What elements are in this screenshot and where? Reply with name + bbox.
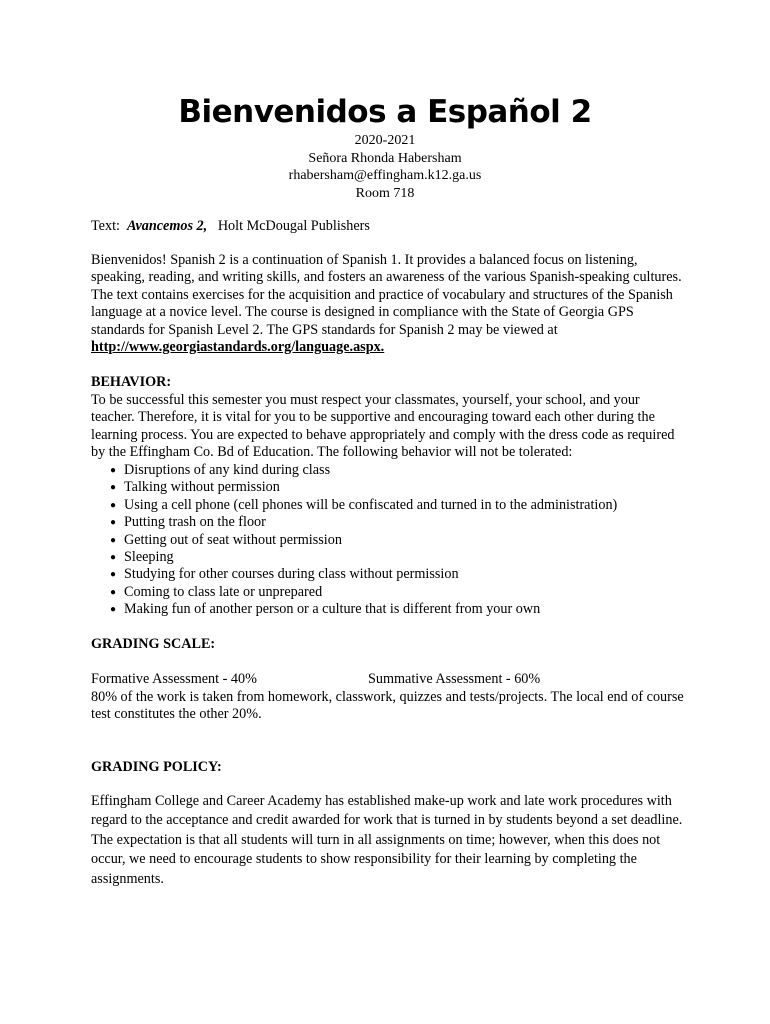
bullet-icon: ● <box>110 517 117 529</box>
grading-policy-paragraph: Effingham College and Career Academy has established make-up work and late work procedures with regard to the acceptance and credit awarded for work that is turned in by students beyond a set deadline. The expectation is that all students will turn in all assignments on time; however, when this does not occur, we need to encourage students to show responsibility for their learning by completing the assignments. <box>91 793 683 887</box>
behavior-heading: BEHAVIOR: <box>91 374 172 390</box>
textbook-publisher: Holt McDougal Publishers <box>217 218 370 234</box>
grading-scale-heading: GRADING SCALE: <box>91 636 216 652</box>
teacher-name: Señora Rhonda Habersham <box>308 150 462 166</box>
course-header <box>0 132 770 202</box>
list-item: ● Talking without permission <box>110 479 280 496</box>
teacher-email: rhabersham@effingham.k12.ga.us <box>288 168 482 183</box>
list-item: ● Making fun of another person or a culture that is different from your own <box>110 601 541 618</box>
grading-policy-heading: GRADING POLICY: <box>91 759 222 775</box>
list-item: ● Using a cell phone (cell phones will be confiscated and turned in to the administration) <box>110 496 618 513</box>
list-item: ● Getting out of seat without permission <box>110 531 342 548</box>
bullet-icon: ● <box>110 586 117 598</box>
list-item: ● Studying for other courses during class without permission <box>110 566 459 583</box>
intro-paragraph <box>91 252 686 356</box>
bullet-icon: ● <box>110 569 117 581</box>
summative-assessment: Summative Assessment - 60% <box>368 671 541 687</box>
textbook-line <box>91 218 370 235</box>
bullet-icon: ● <box>110 465 117 476</box>
list-item: ● Coming to class late or unprepared <box>110 583 323 600</box>
standards-link[interactable]: http://www.georgiastandards.org/language.aspx. <box>91 339 385 356</box>
room-number: Room 718 <box>355 185 415 201</box>
bullet-icon: ● <box>110 551 117 563</box>
list-item: ● Disruptions of any kind during class <box>110 462 331 478</box>
page-title: Bienvenidos a Español 2 <box>178 94 592 130</box>
behavior-paragraph: To be successful this semester you must respect your classmates, yourself, your school, and your teacher. Therefore, it is vital for you to be supportive and encouraging toward each other during the learning process. You are expected to behave appropriately and comply with the dress code as required by the Effingham Co. Bd of Education. The following behavior will not be tolerated: <box>91 392 675 461</box>
list-item: ● Putting trash on the floor <box>110 514 266 531</box>
bullet-icon: ● <box>110 482 117 494</box>
textbook-title: Avancemos 2, <box>127 218 208 234</box>
bullet-icon: ● <box>110 604 117 616</box>
intro-text: Bienvenidos! Spanish 2 is a continuation of Spanish 1. It provides a balanced focus on listening, speaking, reading, and writing skills, and fosters an awareness of the various Spanish-speaking cultures. The text contains exercises for the acquisition and practice of vocabulary and structures of the Spanish language at a novice level. The course is designed in compliance with the State of Georgia GPS standards for Spanish Level 2. The GPS standards for Spanish 2 may be viewed at <box>91 252 682 338</box>
bullet-icon: ● <box>110 499 117 511</box>
formative-assessment: Formative Assessment - 40% <box>91 671 257 687</box>
list-item: ● Sleeping <box>110 548 174 565</box>
school-year: 2020-2021 <box>354 133 416 148</box>
grading-scale-paragraph: 80% of the work is taken from homework, classwork, quizzes and tests/projects. The local end of course test constitutes the other 20%. <box>91 689 684 723</box>
behavior-rules-list <box>110 462 617 619</box>
textbook-label: Text: <box>91 218 120 234</box>
bullet-icon: ● <box>110 534 117 546</box>
